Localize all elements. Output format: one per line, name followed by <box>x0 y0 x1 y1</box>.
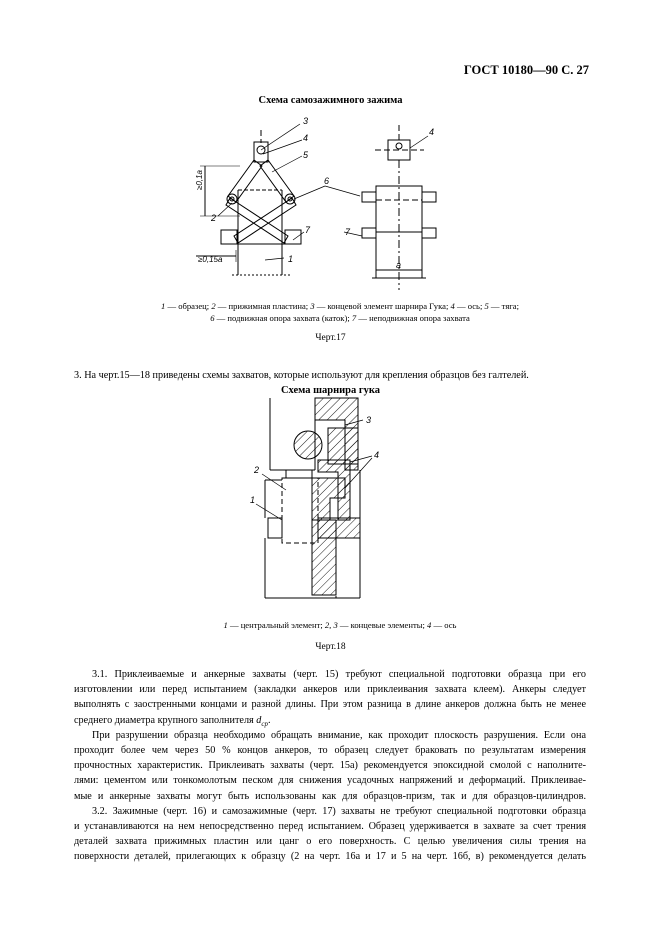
legend-text: — ось <box>431 620 457 630</box>
legend-text: — неподвижная опора захвата <box>356 313 470 323</box>
legend-number: 1 <box>223 620 228 630</box>
legend-number: 2 <box>211 301 216 311</box>
body-line <box>74 760 586 775</box>
fig17-label-4: 4 <box>303 133 309 143</box>
legend-text: — подвижная опора захвата (каток); <box>214 313 352 323</box>
body-line <box>74 791 586 806</box>
fig17-label-2: 2 <box>211 213 217 223</box>
fig17-label-6: 6 <box>324 176 330 186</box>
fig17-side-label-4: 4 <box>429 127 435 137</box>
symbol-d: d <box>256 714 262 726</box>
legend-text: — тяга; <box>488 301 519 311</box>
body-line <box>74 699 586 714</box>
body-line <box>92 806 586 821</box>
figure-17-title: Схема самозажимного зажима <box>258 95 403 106</box>
body-line <box>74 836 586 851</box>
fig17-dim-a: a <box>396 260 402 270</box>
body-line <box>74 775 586 790</box>
body-line-text: проходит более чем через 50 % концов анкеров, то образец следует браковать по результатам измерения <box>74 745 586 756</box>
legend-text: — прижимная пластина; <box>215 301 311 311</box>
body-line-text: деталей захвата прижимных пластин или цанг о его поверхность. С целью увеличения силы трения на <box>74 836 586 848</box>
page-header: ГОСТ 10180—90 С. 27 <box>463 63 589 77</box>
body-line-text: прочностных характеристик. Приклеивать захваты (черт. 15а) рекомендуется эпоксидной смолой с наполните- <box>74 760 586 772</box>
legend-number: 1 <box>161 301 166 311</box>
body-line <box>92 669 586 684</box>
figure-17-caption: Черт.17 <box>315 333 346 343</box>
fig18-label-1: 1 <box>250 495 256 505</box>
body-line-text: 3.2. Зажимные (черт. 16) и самозажимные (черт. 17) захваты не требуют специальной подготовки образца <box>92 805 586 817</box>
legend-number: 3 <box>310 301 315 311</box>
intro-paragraph: 3. На черт.15—18 приведены схемы захватов, которые используют для крепления образцов без галтелей. <box>74 370 529 381</box>
body-line-text: и устанавливаются на нем непосредственно перед испытанием. Образец удерживается в захвате за счет трения <box>74 821 586 832</box>
fig17-label-1: 1 <box>288 254 294 264</box>
legend-number: 2, 3 <box>324 620 338 630</box>
body-line <box>74 715 586 728</box>
fig17-dim-vert: ≥0,1a <box>195 170 204 190</box>
body-line-tail: . <box>267 714 271 726</box>
legend-text: — центральный элемент; <box>227 620 325 630</box>
body-line-text: При разрушении образца необходимо обращать внимание, как проходит плоскость разрушения. Если она <box>92 729 586 741</box>
body-line-text: поверхности деталей, прилегающих к образцу (2 на черт. 16а и 17 и 5 на черт. 16б, в) рекомендуется делать <box>74 851 586 863</box>
fig18-label-2: 2 <box>254 465 260 475</box>
body-line-text: мые и анкерные захваты могут быть использованы как для образцов-призм, так и для образцов-цилиндров. <box>74 790 586 802</box>
fig17-dim-horiz: ≥0,15a <box>198 255 223 264</box>
legend-number: 7 <box>351 313 357 323</box>
legend-text: — концевой элемент шарнира Гука; <box>314 301 451 311</box>
fig17-label-5: 5 <box>303 150 309 160</box>
figure-18-legend-line <box>60 619 620 631</box>
figure-18-legend <box>60 619 620 631</box>
fig17-label-3: 3 <box>303 116 309 126</box>
fig17-side-label-7: 7 <box>345 227 351 237</box>
legend-text: — образец; <box>165 301 212 311</box>
body-line-text: 3.1. Приклеиваемые и анкерные захваты (черт. 15) требуют специальной подготовки образца при его <box>92 669 586 680</box>
symbol-subscript: ср <box>261 719 268 728</box>
legend-number: 4 <box>450 301 455 311</box>
body-line <box>74 851 586 866</box>
figure-18-title: Схема шарнира гука <box>280 385 381 396</box>
fig18-label-4: 4 <box>374 450 380 460</box>
body-line <box>74 684 586 699</box>
fig18-label-3: 3 <box>366 415 372 425</box>
body-line <box>92 730 586 745</box>
body-line <box>74 745 586 760</box>
legend-number: 6 <box>210 313 215 323</box>
figure-18-caption: Черт.18 <box>315 642 346 652</box>
body-line-text: выполнять с заостренными концами и разной длины. При этом разница в длине анкеров должна быть не менее <box>74 699 586 711</box>
fig17-label-7: 7 <box>305 225 311 235</box>
body-line-text: изготовлении или перед испытанием (закладки анкеров или приклеивания захвата клеем). Анкеры следует <box>74 684 586 696</box>
legend-number: 4 <box>427 620 432 630</box>
body-line-text: среднего диаметра крупного заполнителя <box>74 714 254 726</box>
body-line-text: лями: цементом или тонкомолотым песком для снижения усадочных напряжений и деформаций. Приклеивае- <box>74 775 586 787</box>
legend-number: 5 <box>484 301 489 311</box>
legend-text: — концевые элементы; <box>337 620 428 630</box>
legend-text: — ось; <box>454 301 485 311</box>
body-line <box>74 821 586 836</box>
